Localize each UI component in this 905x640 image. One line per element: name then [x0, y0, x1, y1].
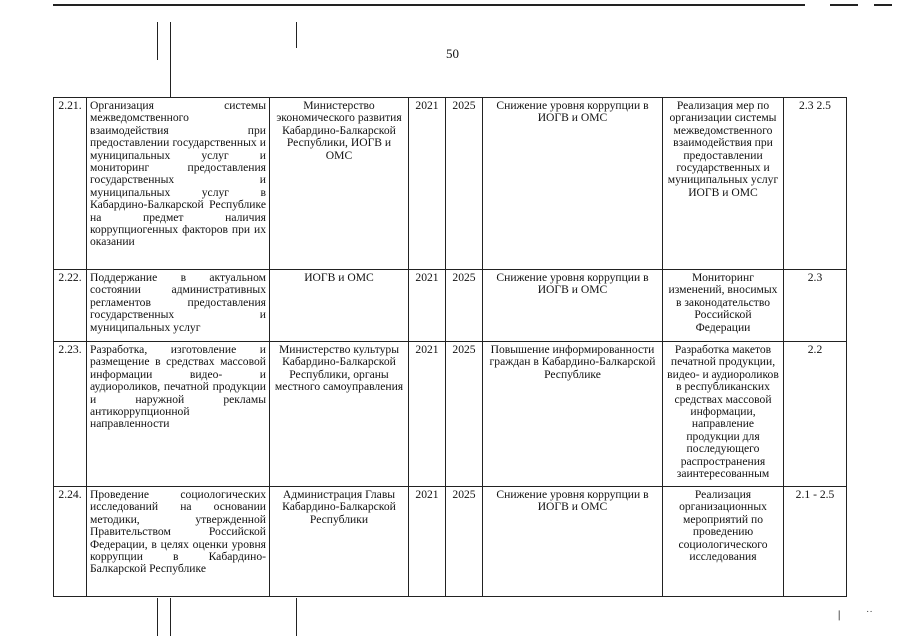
item-number: 2.24. — [54, 487, 87, 597]
scan-top-right-line — [830, 4, 858, 6]
target-reference: 2.3 — [784, 270, 847, 342]
activity-text: Разработка, изготовление и размещение в средствах массовой информации видео- и аудиороликов, печатной продукции и наружной рекламы антикоррупционной направленности — [87, 342, 270, 487]
expected-result: Снижение уровня коррупции в ИОГВ и ОМС — [483, 487, 663, 597]
table-row — [54, 487, 847, 597]
executor-text: ИОГВ и ОМС — [270, 270, 409, 342]
scan-fold-line — [170, 598, 171, 636]
item-number: 2.21. — [54, 98, 87, 270]
indicator-text: Мониторинг изменений, вносимых в законодательство Российской Федерации — [663, 270, 784, 342]
scan-top-line — [53, 4, 805, 6]
scan-speck: ❘ — [835, 610, 844, 621]
scan-top-right-line-2 — [874, 4, 892, 6]
table-row — [54, 98, 847, 270]
executor-text: Министерство культуры Кабардино-Балкарской Республики, органы местного самоуправления — [270, 342, 409, 487]
end-year: 2025 — [446, 487, 483, 597]
scan-speck: ˙˙ — [866, 610, 873, 621]
start-year: 2021 — [409, 487, 446, 597]
table-row — [54, 342, 847, 487]
table-row — [54, 270, 847, 342]
start-year: 2021 — [409, 98, 446, 270]
target-reference: 2.1 - 2.5 — [784, 487, 847, 597]
activity-text: Поддержание в актуальном состоянии административных регламентов предоставления государственных и муниципальных услуг — [87, 270, 270, 342]
end-year: 2025 — [446, 98, 483, 270]
page-number: 50 — [446, 46, 459, 61]
measures-table — [53, 97, 847, 597]
executor-text: Администрация Главы Кабардино-Балкарской Республики — [270, 487, 409, 597]
indicator-text: Реализация мер по организации системы межведомственного взаимодействия при предоставлении государственных и муниципальных услуг ИОГВ и ОМС — [663, 98, 784, 270]
target-reference: 2.3 2.5 — [784, 98, 847, 270]
start-year: 2021 — [409, 270, 446, 342]
activity-text: Проведение социологических исследований на основании методики, утвержденной Правительством Российской Федерации, в целях оценки уровня коррупции в Кабардино-Балкарской Республике — [87, 487, 270, 597]
scan-fold-line — [157, 598, 158, 636]
target-reference: 2.2 — [784, 342, 847, 487]
item-number: 2.23. — [54, 342, 87, 487]
end-year: 2025 — [446, 342, 483, 487]
expected-result: Снижение уровня коррупции в ИОГВ и ОМС — [483, 270, 663, 342]
scan-fold-line — [296, 22, 297, 48]
indicator-text: Разработка макетов печатной продукции, видео- и аудиороликов в республиканских средствах массовой информации, направление продукции для последующего распространения заинтересованным — [663, 342, 784, 487]
scan-fold-line — [296, 598, 297, 636]
activity-text: Организация системы межведомственного взаимодействия при предоставлении государственных и муниципальных услуг и мониторинг предоставления государственных и муниципальных услуг в Кабардино-Балкарской Республике на предмет наличия коррупциогенных факторов при их оказании — [87, 98, 270, 270]
expected-result: Повышение информированности граждан в Кабардино-Балкарской Республике — [483, 342, 663, 487]
expected-result: Снижение уровня коррупции в ИОГВ и ОМС — [483, 98, 663, 270]
executor-text: Министерство экономического развития Кабардино-Балкарской Республики, ИОГВ и ОМС — [270, 98, 409, 270]
indicator-text: Реализация организационных мероприятий по проведению социологического исследования — [663, 487, 784, 597]
item-number: 2.22. — [54, 270, 87, 342]
end-year: 2025 — [446, 270, 483, 342]
start-year: 2021 — [409, 342, 446, 487]
